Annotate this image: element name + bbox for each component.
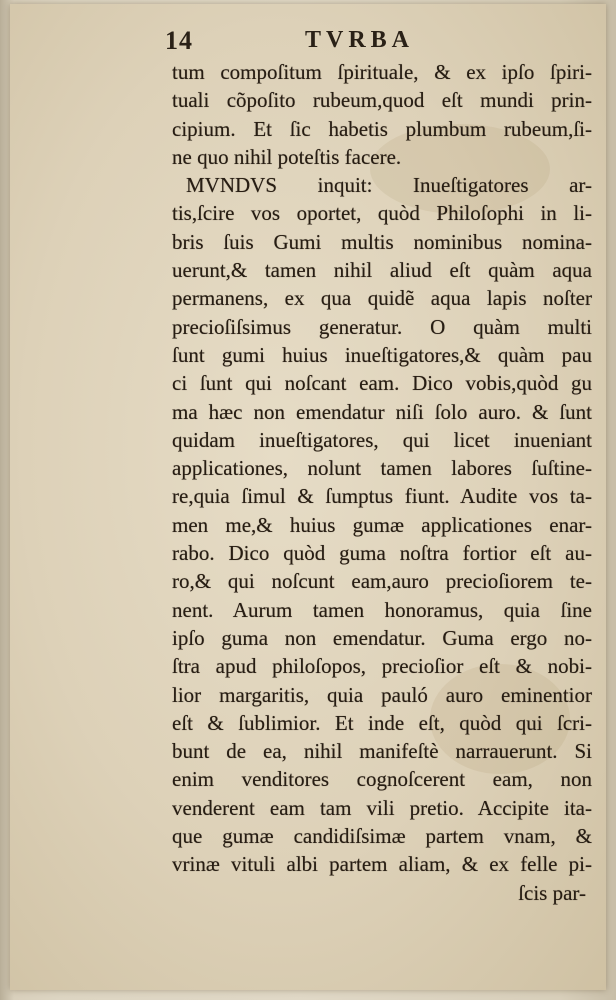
text-line: permanens, ex qua quidẽ aqua lapis noſter	[172, 286, 592, 311]
text-line: re,quia ſimul & ſumptus fiunt. Audite vos ta-	[172, 484, 592, 509]
text-line: vrinæ vituli albi partem aliam, & ex felle pi-	[172, 852, 592, 877]
text-line: men me,& huius gumæ applicationes enar-	[172, 512, 592, 537]
text-line: ro,& qui noſcunt eam,auro precioſiorem te-	[172, 569, 592, 594]
text-line: MVNDVS inquit: Inueſtigatores ar-	[186, 173, 592, 198]
page-number: 14	[165, 26, 193, 55]
text-line: ſunt gumi huius inueſtigatores,& quàm pau	[172, 342, 592, 367]
page-header	[165, 26, 445, 58]
text-line: nent. Aurum tamen honoramus, quia ſine	[172, 597, 592, 622]
text-line: eſt & ſublimior. Et inde eſt, quòd qui ſcri-	[172, 710, 592, 735]
text-line: tuali cõpoſito rubeum,quod eſt mundi prin-	[172, 88, 592, 113]
text-line: lior margaritis, quia pauló auro eminentior	[172, 682, 592, 707]
text-line: cipium. Et ſic habetis plumbum rubeum,ſi-	[172, 116, 592, 141]
running-head: TVRBA	[305, 27, 415, 53]
text-line: tis,ſcire vos oportet, quòd Philoſophi in li-	[172, 201, 592, 226]
text-line: quidam inueſtigatores, qui licet inueniant	[172, 427, 592, 452]
text-block	[172, 58, 592, 907]
text-line: applicationes, nolunt tamen labores ſuſtine-	[172, 456, 592, 481]
text-line: ne quo nihil poteſtis facere.	[172, 144, 402, 169]
text-line: enim venditores cognoſcerent eam, non	[172, 767, 592, 792]
text-line: bris ſuis Gumi multis nominibus nomina-	[172, 229, 592, 254]
text-line: uerunt,& tamen nihil aliud eſt quàm aqua	[172, 258, 592, 283]
text-line: ipſo guma non emendatur. Guma ergo no-	[172, 625, 592, 650]
text-line: precioſiſsimus generatur. O quàm multi	[172, 314, 592, 339]
text-line: bunt de ea, nihil manifeſtè narrauerunt. Si	[172, 739, 592, 764]
text-line: venderent eam tam vili pretio. Accipite ita-	[172, 795, 592, 820]
text-line: ſcis par-	[518, 880, 586, 905]
text-line: rabo. Dico quòd guma noſtra fortior eſt au-	[172, 541, 592, 566]
text-line: ci ſunt qui noſcant eam. Dico vobis,quòd gu	[172, 371, 592, 396]
text-line: que gumæ candidiſsimæ partem vnam, &	[172, 824, 592, 849]
text-line: ma hæc non emendatur niſi ſolo auro. & ſunt	[172, 399, 592, 424]
text-line: tum compoſitum ſpirituale, & ex ipſo ſpiri-	[172, 60, 592, 84]
text-line: ſtra apud philoſopos, precioſior eſt & nobi-	[172, 654, 592, 679]
